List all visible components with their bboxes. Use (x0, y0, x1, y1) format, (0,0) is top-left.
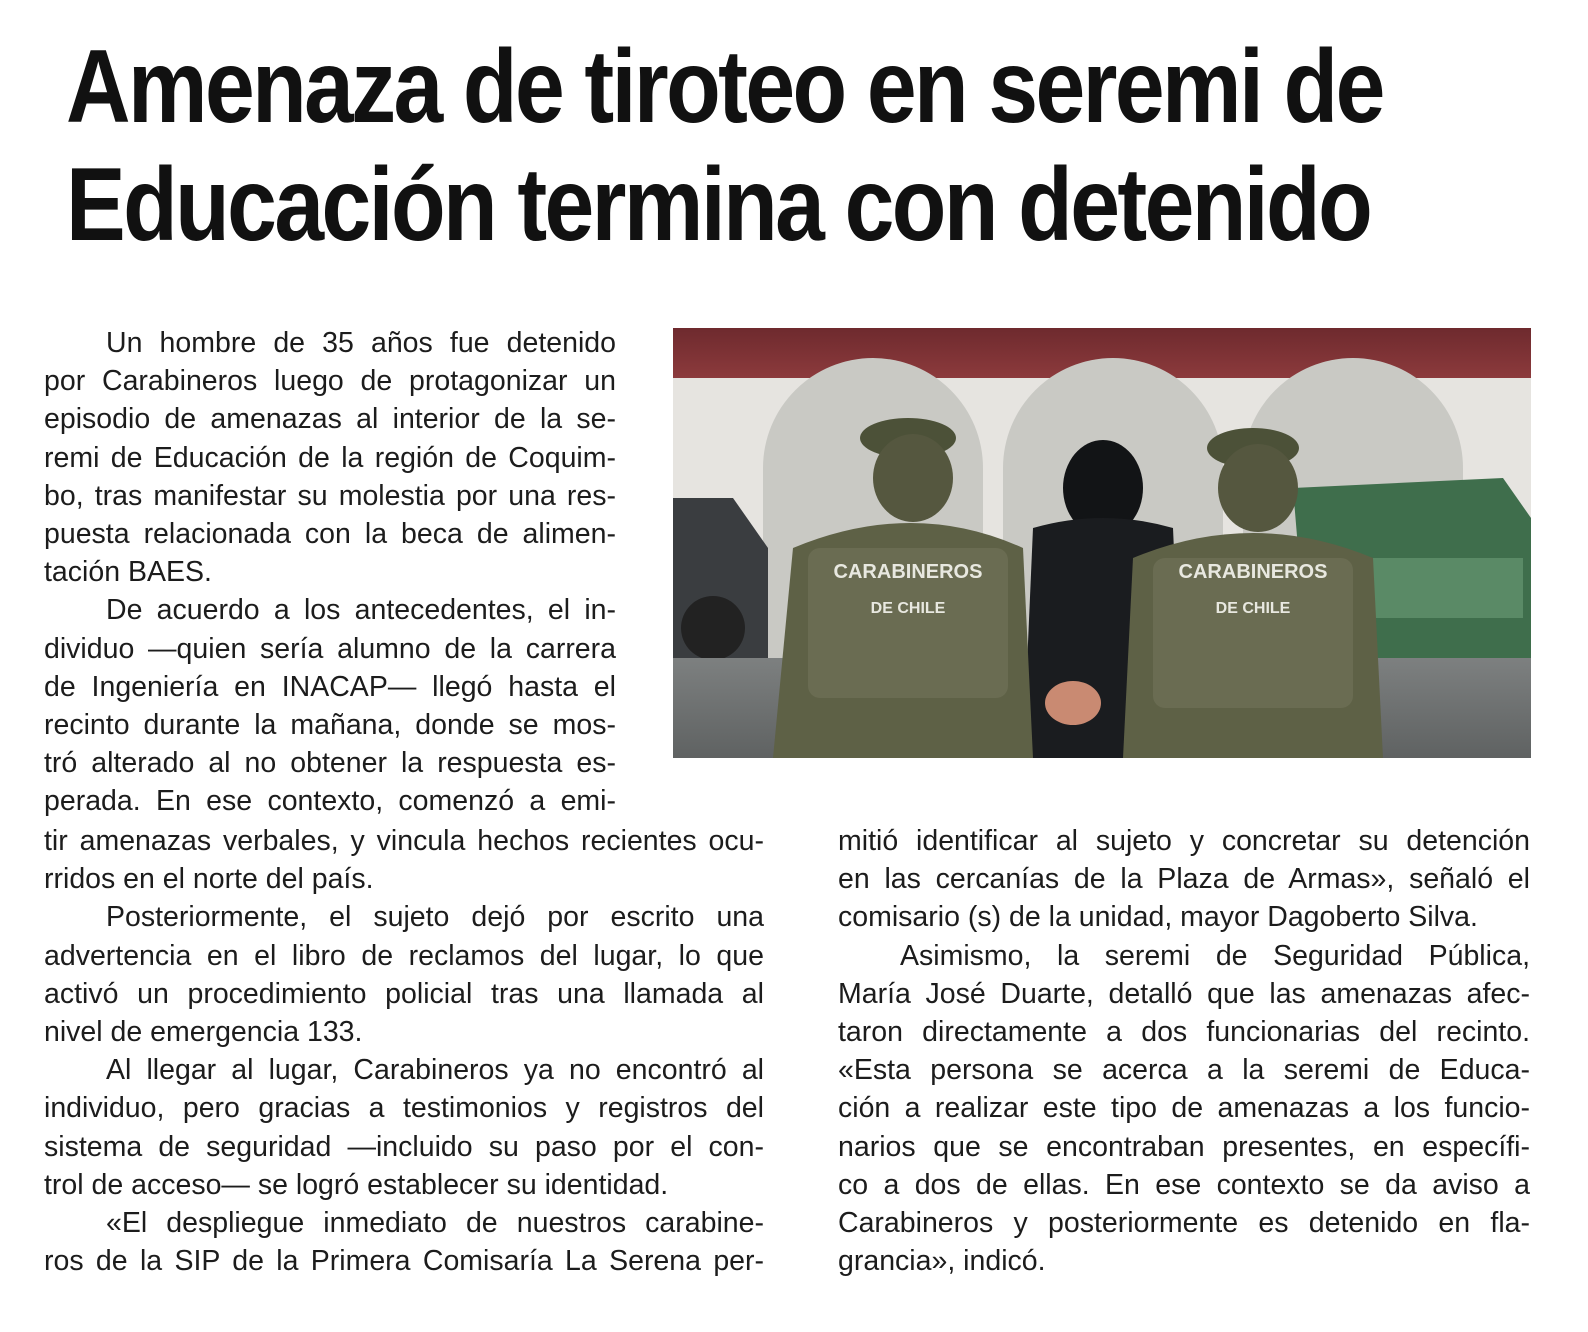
article-line: Carabineros y posteriormente es detenido en fla- (838, 1207, 1530, 1240)
article-line: María José Duarte, detalló que las amenazas afec- (838, 977, 1530, 1010)
article-line: dividuo —quien sería alumno de la carrera (44, 632, 616, 665)
headline-line-1: Amenaza de tiroteo en seremi de (66, 29, 1383, 145)
article-line: nivel de emergencia 133. (44, 1016, 363, 1049)
article-line: tir amenazas verbales, y vincula hechos recientes ocu- (44, 825, 764, 857)
article-column-right (838, 822, 1530, 1280)
article-line: rridos en el norte del país. (44, 863, 374, 896)
article-column-left-top (44, 324, 616, 821)
article-line: Asimismo, la seremi de Seguridad Pública, (900, 939, 1530, 972)
article-line: recinto durante la mañana, donde se mos- (44, 709, 616, 742)
article-line: episodio de amenazas al interior de la se- (44, 403, 616, 436)
article-line: ción a realizar este tipo de amenazas a los funcio- (838, 1092, 1530, 1125)
article-column-left-bottom (44, 822, 764, 1280)
article-line: tró alterado al no obtener la respuesta es- (44, 747, 616, 780)
article-line: tación BAES. (44, 556, 212, 589)
article-line: Posteriormente, el sujeto dejó por escrito una (106, 901, 764, 934)
article-line: ros de la SIP de la Primera Comisaría La Serena per- (44, 1245, 764, 1278)
article-line: individuo, pero gracias a testimonios y registros del (44, 1092, 764, 1125)
article-line: puesta relacionada con la beca de alimen- (44, 518, 616, 551)
article-line: Al llegar al lugar, Carabineros ya no encontró al (106, 1054, 764, 1087)
vest-text-right-bottom: DE CHILE (1215, 600, 1291, 617)
vest-text-left-bottom: DE CHILE (870, 600, 946, 617)
article-line: narios que se encontraban presentes, en específi- (838, 1130, 1530, 1163)
article-line: perada. En ese contexto, comenzó a emi- (44, 785, 616, 818)
article-line: por Carabineros luego de protagonizar un (44, 365, 616, 398)
vest-text-right-top: CARABINEROS (1178, 561, 1328, 583)
article-line: trol de acceso— se logró establecer su identidad. (44, 1168, 669, 1201)
article-line: co a dos de ellas. En ese contexto se da aviso a (838, 1168, 1530, 1201)
article-line: bo, tras manifestar su molestia por una res- (44, 479, 616, 512)
article-line: remi de Educación de la región de Coquim- (44, 441, 616, 474)
headline (66, 28, 1383, 264)
article-line: «Esta persona se acerca a la seremi de Educa- (838, 1054, 1530, 1087)
news-photo (673, 328, 1531, 758)
article-line: De acuerdo a los antecedentes, el in- (106, 594, 616, 627)
headline-line-2: Educación termina con detenido (66, 147, 1371, 263)
article-line: mitió identificar al sujeto y concretar su detención (838, 825, 1530, 857)
article-line: taron directamente a dos funcionarias del recinto. (838, 1016, 1530, 1049)
article-line: de Ingeniería en INACAP— llegó hasta el (44, 670, 616, 703)
article-line: sistema de seguridad —incluido su paso por el con- (44, 1130, 764, 1163)
photo-illustration (673, 328, 1531, 758)
article-line: «El despliegue inmediato de nuestros carabine- (106, 1207, 764, 1240)
vest-text-left-top: CARABINEROS (833, 561, 983, 583)
article-line: grancia», indicó. (838, 1245, 1046, 1278)
article-line: en las cercanías de la Plaza de Armas», señaló el (838, 863, 1530, 896)
article-line: Un hombre de 35 años fue detenido (106, 327, 616, 359)
article-line: activó un procedimiento policial tras una llamada al (44, 977, 764, 1010)
article-line: advertencia en el libro de reclamos del lugar, lo que (44, 939, 764, 972)
article-line: comisario (s) de la unidad, mayor Dagoberto Silva. (838, 901, 1478, 934)
